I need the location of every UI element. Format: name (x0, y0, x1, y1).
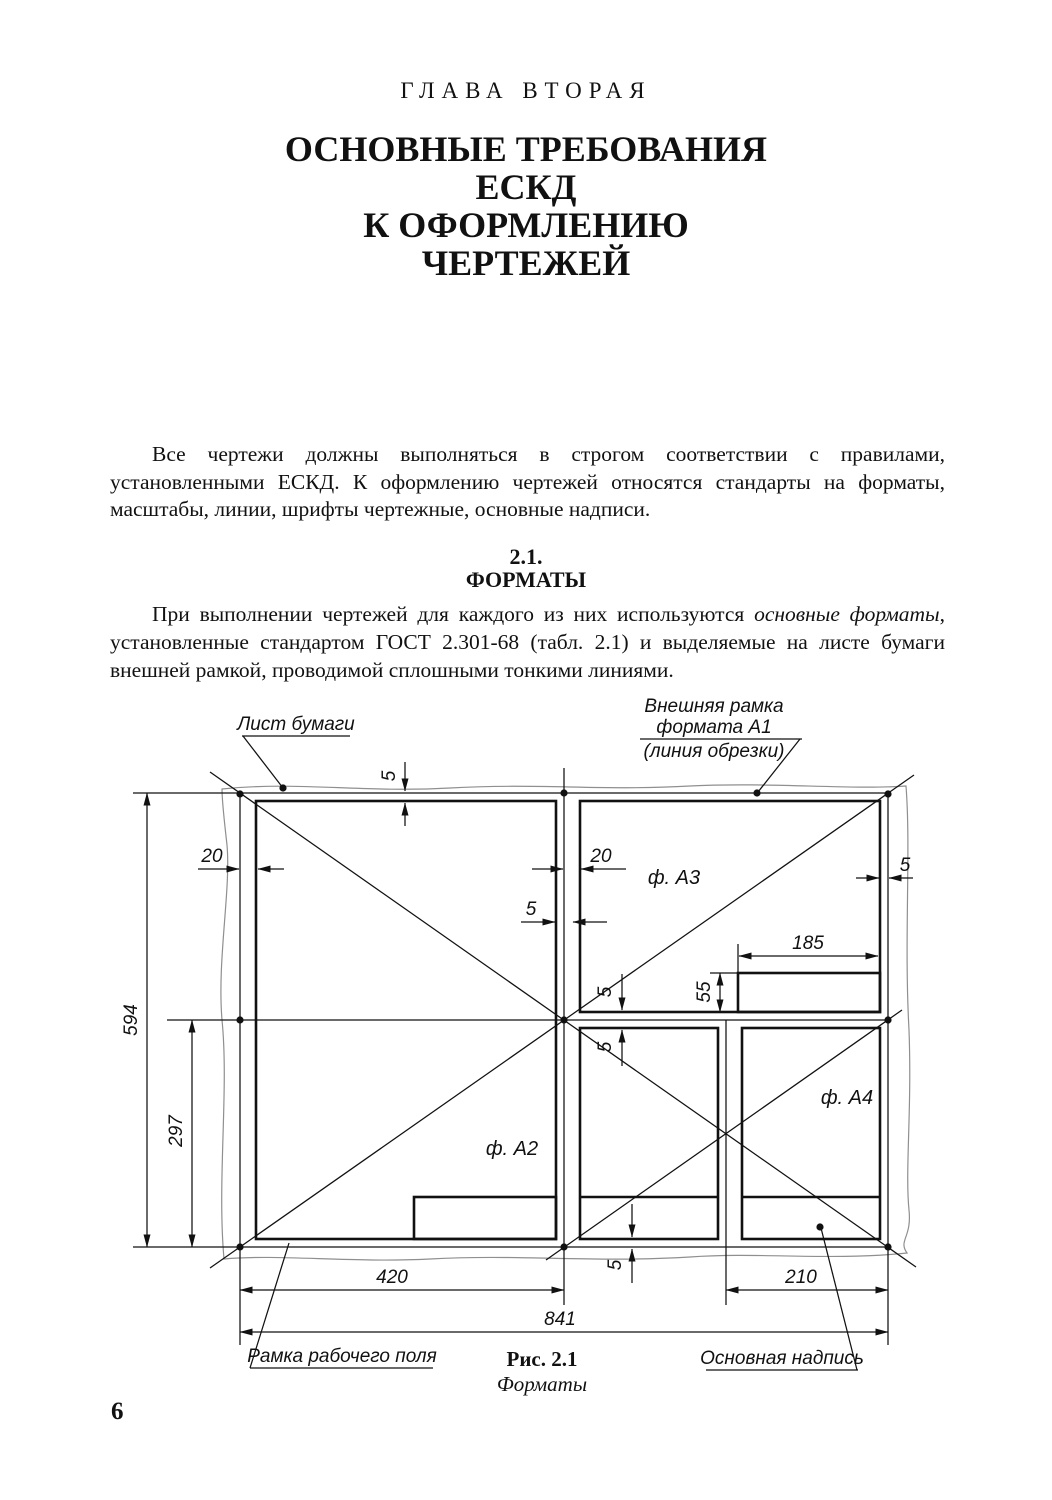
section-title: ФОРМАТЫ (465, 567, 587, 592)
dim-5-below-label: 5 (595, 1041, 616, 1053)
paragraph-intro (110, 441, 945, 524)
section-heading (0, 545, 1052, 591)
chapter-title-line: К ОФОРМЛЕНИЮ (363, 205, 689, 245)
dimension-5-below-center (595, 1030, 622, 1066)
title-block-a3 (738, 973, 880, 1012)
dim-5-bottom-label: 5 (605, 1259, 626, 1271)
dimension-55 (694, 973, 720, 1012)
dim-55-label: 55 (694, 981, 715, 1003)
corner-dot (884, 1016, 891, 1023)
dimension-20-left (198, 846, 284, 869)
working-frame-a4-middle (580, 1028, 718, 1239)
dim-20-center-label: 20 (590, 846, 612, 867)
dim-185-label: 185 (792, 933, 824, 954)
dimension-5-top (379, 762, 405, 826)
callout-outer-frame-line2: формата А1 (656, 717, 772, 738)
paragraph-formats-italic: основные форматы (754, 602, 940, 626)
title-block-a2 (414, 1197, 556, 1239)
format-label-a2: ф. А2 (485, 1138, 539, 1160)
dimension-5-above-center (595, 974, 622, 1010)
working-frame-a4-right (742, 1028, 880, 1239)
dimension-185 (739, 933, 878, 956)
corner-dot (884, 790, 891, 797)
callout-working-frame (247, 1243, 437, 1368)
figure-formats-drawing (0, 680, 1052, 1420)
dim-594-label: 594 (121, 1004, 142, 1036)
callout-paper-sheet-label: Лист бумаги (237, 714, 355, 735)
dim-297-label: 297 (166, 1115, 187, 1147)
chapter-title-line: ОСНОВНЫЕ ТРЕБОВАНИЯ (284, 129, 768, 169)
dim-210-label: 210 (785, 1267, 817, 1288)
center-dot (560, 1016, 567, 1023)
figure-caption-title: Форматы (496, 1372, 588, 1396)
callout-title-block (700, 1228, 864, 1370)
corner-dot (884, 1243, 891, 1250)
paragraph-formats (110, 600, 945, 684)
callout-outer-frame-line3: (линия обрезки) (643, 741, 785, 762)
format-label-a3: ф. А3 (647, 867, 701, 889)
paragraph-formats-rest: , установленные стандартом ГОСТ 2.301-68 (табл. 2.1) и выделяемые на листе бумаги внешней рамкой, проводимой сплошными тонкими линиями. (110, 602, 945, 682)
dim-5-top-label: 5 (379, 770, 400, 782)
section-number: 2.1. (509, 544, 543, 569)
format-label-a4: ф. А4 (820, 1087, 874, 1109)
corner-dot (236, 790, 243, 797)
callout-working-frame-label: Рамка рабочего поля (247, 1346, 437, 1367)
paragraph-formats-lead: При выполнении чертежей для каждого из них используются (152, 602, 755, 626)
leader-dot-title-block (816, 1223, 823, 1230)
callout-title-block-label: Основная надпись (700, 1348, 864, 1369)
dim-20-left-label: 20 (201, 846, 223, 867)
chapter-kicker: ГЛАВА ВТОРАЯ (400, 78, 652, 103)
dimension-420 (240, 1267, 564, 1290)
dimension-5-right (856, 855, 913, 878)
dimension-210 (726, 1267, 888, 1290)
paragraph-intro-text: Все чертежи должны выполняться в строгом соответствии с правилами, установленными ЕСКД. К оформлению чертежей относятся стандарты на форматы, масштабы, линии, шрифты чертежные, основные надписи. (110, 442, 945, 521)
dim-5-right-label: 5 (899, 855, 911, 876)
corner-dot (236, 1243, 243, 1250)
callout-outer-frame-line1: Внешняя рамка (644, 696, 784, 717)
callout-outer-frame (640, 696, 802, 792)
corner-dot (236, 1016, 243, 1023)
working-frame-a3 (580, 801, 880, 1012)
corner-dot (560, 789, 567, 796)
dim-841-label: 841 (544, 1309, 576, 1330)
chapter-title (0, 130, 1052, 282)
dimension-594 (121, 793, 147, 1247)
dimension-841 (240, 1309, 888, 1332)
chapter-title-line: ЧЕРТЕЖЕЙ (421, 243, 631, 283)
callout-paper-sheet (235, 714, 355, 788)
figure-caption-label: Рис. 2.1 (506, 1347, 578, 1371)
dim-5-above-label: 5 (595, 986, 616, 998)
page-number: 6 (111, 1398, 124, 1425)
dim-420-label: 420 (376, 1267, 408, 1288)
chapter-title-line: ЕСКД (475, 167, 577, 207)
dimension-297 (166, 1020, 192, 1247)
corner-dot (560, 1243, 567, 1250)
dim-5-center-h-label: 5 (525, 899, 537, 920)
